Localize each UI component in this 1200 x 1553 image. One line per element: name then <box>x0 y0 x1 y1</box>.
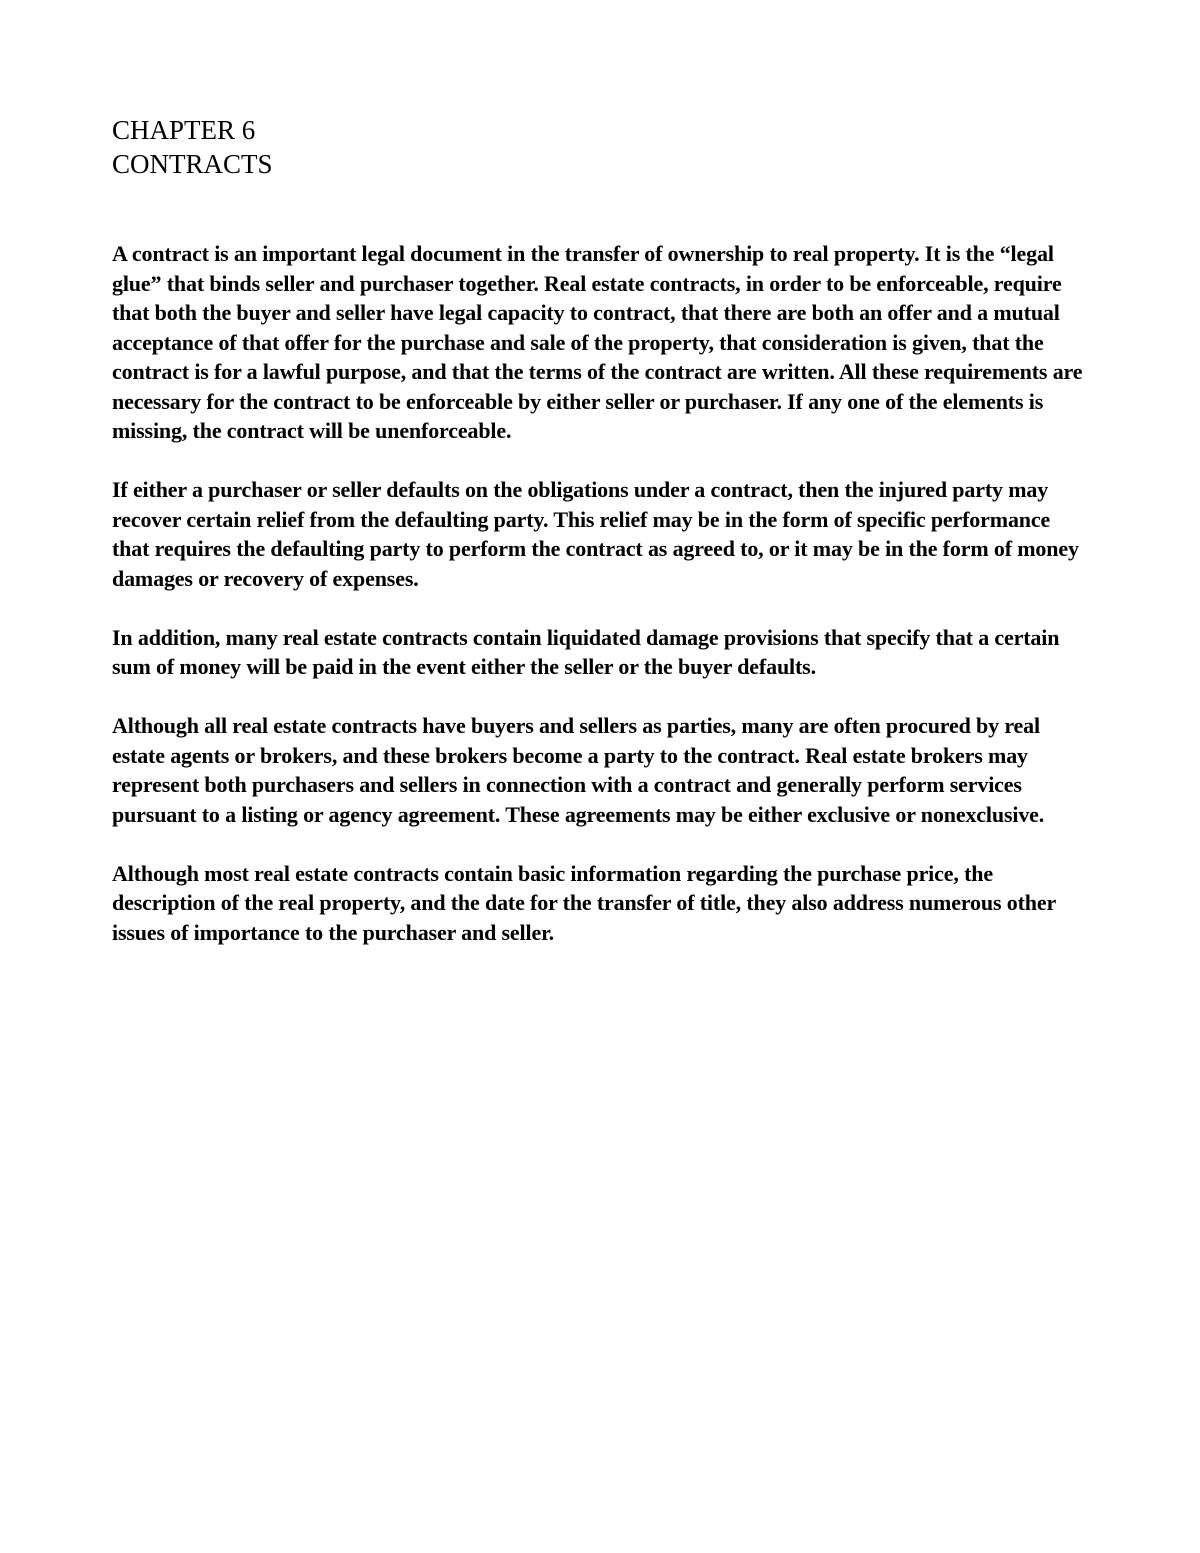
chapter-title: CONTRACTS <box>112 149 273 179</box>
document-page <box>112 113 1092 977</box>
paragraph: If either a purchaser or seller defaults on the obligations under a contract, then the injured party may recover certain relief from the defaulting party. This relief may be in the form of specific performance that requires the defaulting party to perform the contract as agreed to, or it may be in the form of money damages or recovery of expenses. <box>112 477 1079 591</box>
paragraph: Although all real estate contracts have buyers and sellers as parties, many are often procured by real estate agents or brokers, and these brokers become a party to the contract. Real estate brokers may represent both purchasers and sellers in connection with a contract and generally perform services pursuant to a listing or agency agreement. These agreements may be either exclusive or nonexclusive. <box>112 713 1045 827</box>
paragraph: In addition, many real estate contracts contain liquidated damage provisions that specify that a certain sum of money will be paid in the event either the seller or the buyer defaults. <box>112 624 1060 679</box>
paragraph: A contract is an important legal document in the transfer of ownership to real property. It is the “legal glue” that binds seller and purchaser together. Real estate contracts, in order to be enforceable, require that both the buyer and seller have legal capacity to contract, that there are both an offer and a mutual acceptance of that offer for the purchase and sale of the property, that consideration is given, that the contract is for a lawful purpose, and that the terms of the contract are written. All these requirements are necessary for the contract to be enforceable by either seller or purchaser. If any one of the elements is missing, the contract will be unenforceable. <box>112 241 1083 443</box>
chapter-heading <box>112 113 1092 181</box>
body-text <box>112 239 1092 947</box>
paragraph: Although most real estate contracts contain basic information regarding the purchase price, the description of the real property, and the date for the transfer of title, they also address numerous other issues of importance to the purchaser and seller. <box>112 860 1056 945</box>
chapter-label: CHAPTER 6 <box>112 115 256 145</box>
